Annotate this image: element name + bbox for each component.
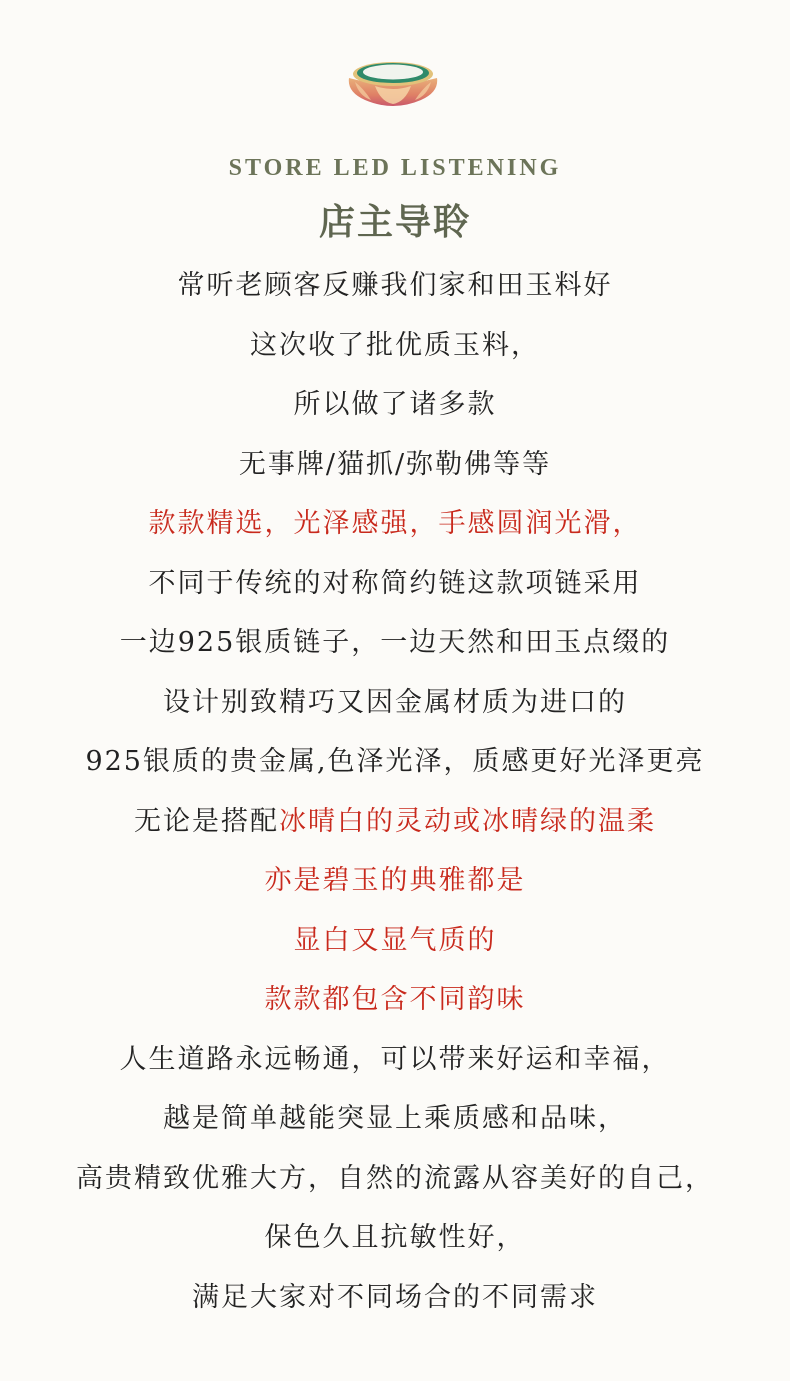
description-line: 高贵精致优雅大方，自然的流露从容美好的自己，	[76, 1162, 714, 1194]
highlight-line: 款款都包含不同韵味	[264, 984, 526, 1015]
description-line: 满足大家对不同场合的不同需求	[192, 1281, 598, 1313]
highlight-line: 显白又显气质的	[293, 924, 497, 956]
description-line: 925银质的贵金属,色泽光泽，质感更好光泽更亮	[85, 746, 705, 777]
description-line: 人生道路永远畅通，可以带来好运和幸福，	[119, 1043, 671, 1075]
description-line: 越是简单越能突显上乘质感和品味，	[163, 1103, 627, 1134]
lotus-emblem-icon	[345, 56, 441, 108]
mixed-line	[0, 792, 790, 852]
description-lines	[0, 256, 790, 1327]
highlight-line: 亦是碧玉的典雅都是	[264, 865, 526, 896]
description-line: 无事牌/猫抓/弥勒佛等等	[238, 448, 552, 480]
description-line: 不同于传统的对称简约链这款项链采用	[148, 567, 642, 599]
description-line: 一边925银质链子，一边天然和田玉点缀的	[119, 627, 671, 658]
description-line: 常听老顾客反赚我们家和田玉料好	[177, 270, 613, 301]
line-normal-part: 无论是搭配	[134, 805, 279, 837]
highlight-line: 款款精选，光泽感强，手感圆润光滑，	[148, 508, 642, 539]
description-line: 设计别致精巧又因金属材质为进口的	[163, 686, 627, 718]
section-eyebrow: STORE LED LISTENING	[228, 155, 562, 181]
description-line: 这次收了批优质玉料，	[250, 329, 540, 361]
section-title: 店主导聆	[318, 201, 471, 243]
description-line: 保色久且抗敏性好，	[264, 1222, 526, 1253]
description-line: 所以做了诸多款	[293, 389, 497, 420]
line-highlight-part: 冰晴白的灵动或冰晴绿的温柔	[279, 805, 656, 837]
